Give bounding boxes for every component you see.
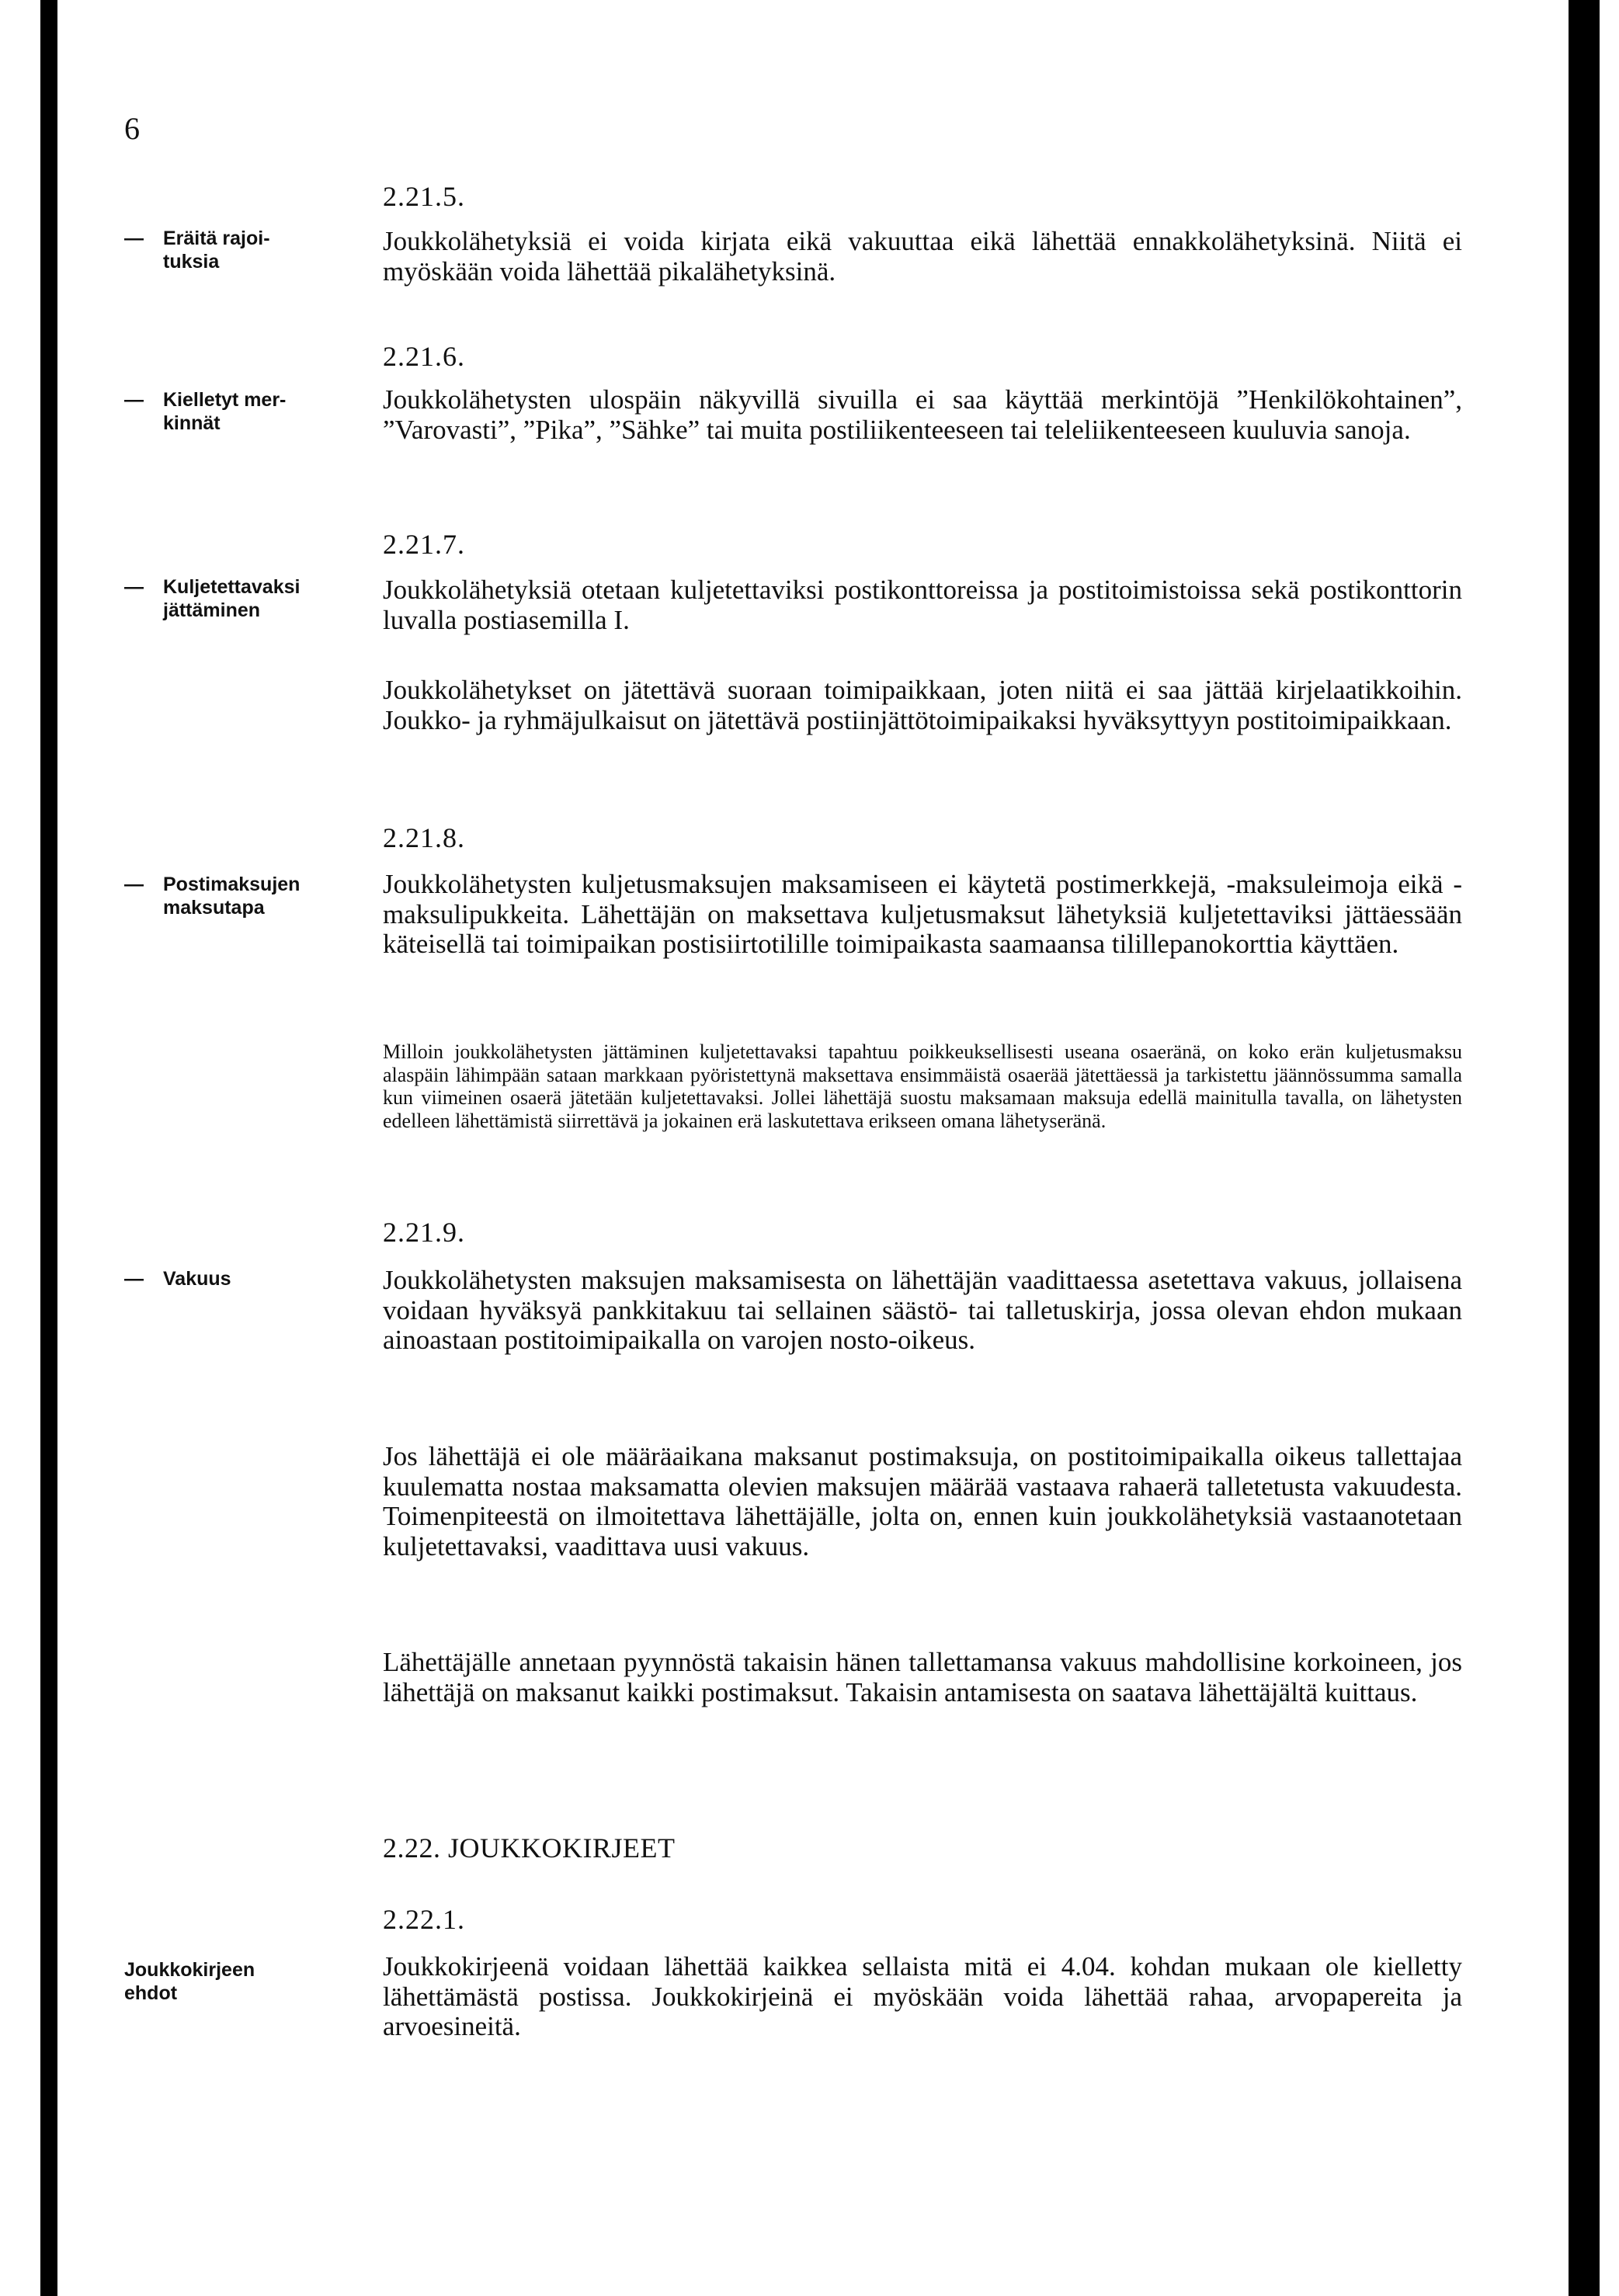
section-number: 2.22.1. — [383, 1904, 465, 1935]
side-heading-line: jättäminen — [163, 599, 261, 621]
side-heading-line: tuksia — [163, 251, 220, 273]
scan-border-right — [1569, 0, 1600, 2296]
side-heading-payment-method: — Postimaksujen maksutapa — [124, 873, 349, 919]
side-heading-line: Vakuus — [163, 1268, 231, 1290]
paragraph: Joukkolähetyksiä otetaan kuljetettaviksi postikonttoreissa ja postitoimistoissa sekä postikonttorin luvalla postiasemilla I. — [383, 575, 1462, 635]
paragraph: Joukkolähetysten kuljetusmaksujen maksamiseen ei käytetä postimerkkejä, -maksuleimoja eikä -maksulipukkeita. Lähettäjän on maksettava kuljetusmaksut lähetyksiä kuljetettaviksi jättäessään käteisellä tai toimipaikan postisiirtotilille toimipaikasta saamaansa tilillepanokorttia käyttäen. — [383, 869, 1462, 959]
side-heading-line: ehdot — [124, 1982, 178, 2004]
section-number: 2.21.7. — [383, 529, 465, 560]
paragraph: Joukkolähetysten maksujen maksamisesta on lähettäjän vaadittaessa asetettava vakuus, jollaisena voidaan hyväksyä pankkitakuu tai sellainen säästö- tai talletuskirja, jossa olevan ehdon mukaan ainoastaan postitoimipaikalla on varojen nosto-oikeus. — [383, 1265, 1462, 1355]
paragraph: Joukkolähetyksiä ei voida kirjata eikä vakuuttaa eikä lähettää ennakkolähetyksinä. Niitä ei myöskään voida lähettää pikalähetyksinä. — [383, 226, 1462, 287]
chapter-heading: 2.22. JOUKKOKIRJEET — [383, 1832, 676, 1864]
section-number: 2.21.5. — [383, 181, 465, 212]
side-heading-line: Postimaksujen — [163, 874, 301, 895]
section-number: 2.21.9. — [383, 1217, 465, 1248]
side-heading-security: — Vakuus — [124, 1268, 231, 1290]
side-heading-line: Eräitä rajoi- — [163, 228, 270, 249]
side-heading-line: Joukkokirjeen — [124, 1959, 255, 1981]
side-heading-prohibited-markings: — Kielletyt mer- kinnät — [124, 388, 349, 435]
side-heading-mass-letter-terms — [124, 1958, 349, 2005]
side-heading-line: Kuljetettavaksi — [163, 576, 301, 598]
paragraph: Joukkolähetykset on jätettävä suoraan toimipaikkaan, joten niitä ei saa jättää kirjelaatikkoihin. Joukko- ja ryhmäjulkaisut on jätettävä postiinjättötoimipaikaksi hyväksyttyyn postitoimipaikkaan. — [383, 675, 1462, 735]
section-number: 2.21.6. — [383, 341, 465, 372]
side-heading-line: Kielletyt mer- — [163, 389, 287, 411]
paragraph: Jos lähettäjä ei ole määräaikana maksanut postimaksuja, on postitoimipaikalla oikeus tallettajaa kuulematta nostaa maksamatta olevien maksujen määrää vastaava rahaerä talletetusta vakuudesta. Toimenpiteestä on ilmoitettava lähettäjälle, jolta on, ennen kuin joukkolähetyksiä vastaanotetaan kuljetettavaksi, vaadittava uusi vakuus. — [383, 1441, 1462, 1561]
small-print-paragraph: Milloin joukkolähetysten jättäminen kuljetettavaksi tapahtuu poikkeuksellisesti useana osaeränä, on koko erän kuljetusmaksu alaspäin lähimpään sataan markkaan pyöristettynä maksettava ensimmäistä osaerää jätettäessä ja tarkistettu jäännössumma samalla kun viimeinen osaerä jätetään kuljetettavaksi. Jollei lähettäjä suostu maksamaan maksuja edellä mainitulla tavalla, on lähetysten edelleen lähettämistä siirrettävä ja jokainen erä laskutettava erikseen omana lähetyseränä. — [383, 1040, 1462, 1132]
paragraph: Joukkokirjeenä voidaan lähettää kaikkea sellaista mitä ei 4.04. kohdan mukaan ole kielletty lähettämästä postissa. Joukkokirjeinä ei myöskään voida lähettää rahaa, arvopapereita ja arvoesineitä. — [383, 1951, 1462, 2041]
side-heading-line: kinnät — [163, 412, 221, 434]
page-number: 6 — [124, 111, 140, 146]
section-number: 2.21.8. — [383, 822, 465, 853]
scan-border-left — [40, 0, 57, 2296]
side-heading-submission: — Kuljetettavaksi jättäminen — [124, 575, 349, 622]
paragraph: Lähettäjälle annetaan pyynnöstä takaisin hänen tallettamansa vakuus mahdollisine korkoineen, jos lähettäjä on maksanut kaikki postimaksut. Takaisin antamisesta on saatava lähettäjältä kuittaus. — [383, 1647, 1462, 1707]
side-heading-line: maksutapa — [163, 897, 265, 919]
paragraph: Joukkolähetysten ulospäin näkyvillä sivuilla ei saa käyttää merkintöjä ”Henkilökohtainen”, ”Varovasti”, ”Pika”, ”Sähke” tai muita postiliikenteeseen tai teleliikenteeseen kuuluvia sanoja. — [383, 384, 1462, 445]
side-heading-restrictions: — Eräitä rajoi- tuksia — [124, 227, 349, 273]
